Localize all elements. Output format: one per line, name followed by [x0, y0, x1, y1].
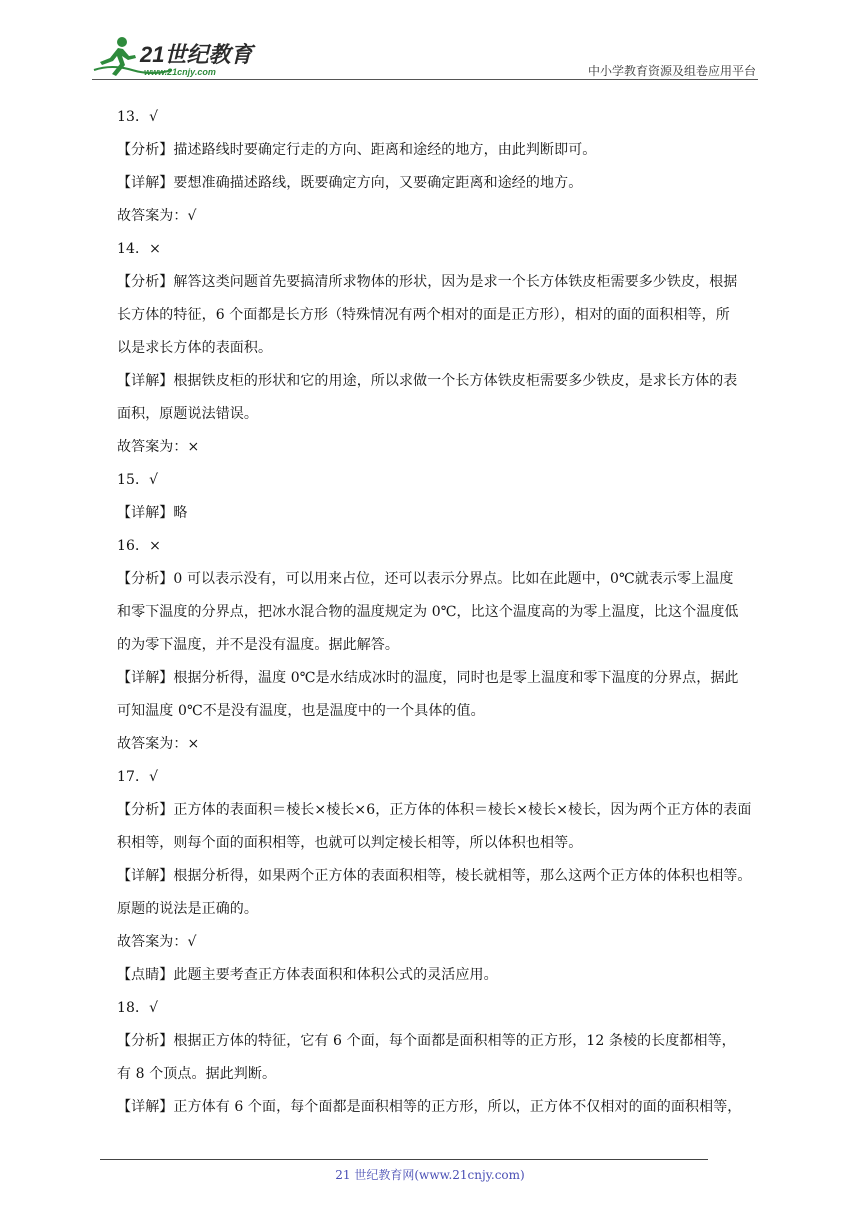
question-number: 14．× [117, 241, 161, 257]
analysis-line: 有 8 个顶点。据此判断。 [117, 1066, 277, 1082]
page-header [92, 28, 758, 80]
answer-line: 故答案为：√ [117, 208, 197, 224]
analysis-line: 长方体的特征，6 个面都是长方形（特殊情况有两个相对的面是正方形），相对的面的面积相等，所 [117, 307, 730, 323]
answer-content [117, 101, 767, 1124]
site-logo[interactable] [92, 34, 262, 78]
runner-logo-icon [92, 34, 262, 78]
analysis-line: 和零下温度的分界点，把冰水混合物的温度规定为 0℃，比这个温度高的为零上温度，比这个温度低 [117, 604, 739, 620]
analysis-line: 的为零下温度，并不是没有温度。据此解答。 [117, 637, 399, 653]
logo-url: www.21cnjy.com [144, 67, 216, 77]
detail-line: 【详解】要想准确描述路线，既要确定方向，又要确定距离和途经的地方。 [117, 175, 583, 191]
question-number: 16．× [117, 538, 161, 554]
comment-line: 【点睛】此题主要考查正方体表面积和体积公式的灵活应用。 [117, 967, 498, 983]
logo-text: 21世纪教育 [140, 42, 253, 67]
analysis-line: 【分析】描述路线时要确定行走的方向、距离和途经的地方，由此判断即可。 [117, 142, 597, 158]
detail-line: 【详解】根据铁皮柜的形状和它的用途，所以求做一个长方体铁皮柜需要多少铁皮，是求长方体的表 [117, 373, 738, 389]
answer-line: 故答案为：× [117, 439, 200, 455]
answer-line: 故答案为：× [117, 736, 200, 752]
answer-line: 13．√ [117, 109, 159, 125]
answer-line: 故答案为：√ [117, 934, 197, 950]
question-number: 15．√ [117, 472, 159, 488]
question-number: 17．√ [117, 769, 159, 785]
analysis-line: 【分析】0 可以表示没有，可以用来占位，还可以表示分界点。比如在此题中，0℃就表示零上温度 [117, 571, 734, 587]
detail-line: 原题的说法是正确的。 [117, 901, 258, 917]
analysis-line: 以是求长方体的表面积。 [117, 340, 273, 356]
detail-line: 【详解】正方体有 6 个面，每个面都是面积相等的正方形，所以，正方体不仅相对的面的面积相等， [117, 1099, 742, 1115]
detail-line: 可知温度 0℃不是没有温度，也是温度中的一个具体的值。 [117, 703, 485, 719]
analysis-line: 【分析】根据正方体的特征，它有 6 个面，每个面都是面积相等的正方形，12 条棱的长度都相等， [117, 1033, 736, 1049]
detail-line: 面积，原题说法错误。 [117, 406, 258, 422]
header-divider [92, 79, 758, 80]
footer-divider [100, 1159, 708, 1160]
detail-line: 【详解】略 [117, 505, 188, 521]
platform-name: 中小学教育资源及组卷应用平台 [587, 64, 756, 78]
detail-line: 【详解】根据分析得，温度 0℃是水结成冰时的温度，同时也是零上温度和零下温度的分界点，据此 [117, 670, 739, 686]
detail-line: 【详解】根据分析得，如果两个正方体的表面积相等，棱长就相等，那么这两个正方体的体积也相等。 [117, 868, 752, 884]
footer-link[interactable]: 21 世纪教育网(www.21cnjy.com) [335, 1168, 525, 1182]
question-number: 18．√ [117, 1000, 159, 1016]
analysis-line: 积相等，则每个面的面积相等，也就可以判定棱长相等，所以体积也相等。 [117, 835, 583, 851]
analysis-line: 【分析】解答这类问题首先要搞清所求物体的形状，因为是求一个长方体铁皮柜需要多少铁皮，根据 [117, 274, 738, 290]
analysis-line: 【分析】正方体的表面积＝棱长×棱长×6，正方体的体积＝棱长×棱长×棱长，因为两个正方体的表面 [117, 802, 752, 818]
